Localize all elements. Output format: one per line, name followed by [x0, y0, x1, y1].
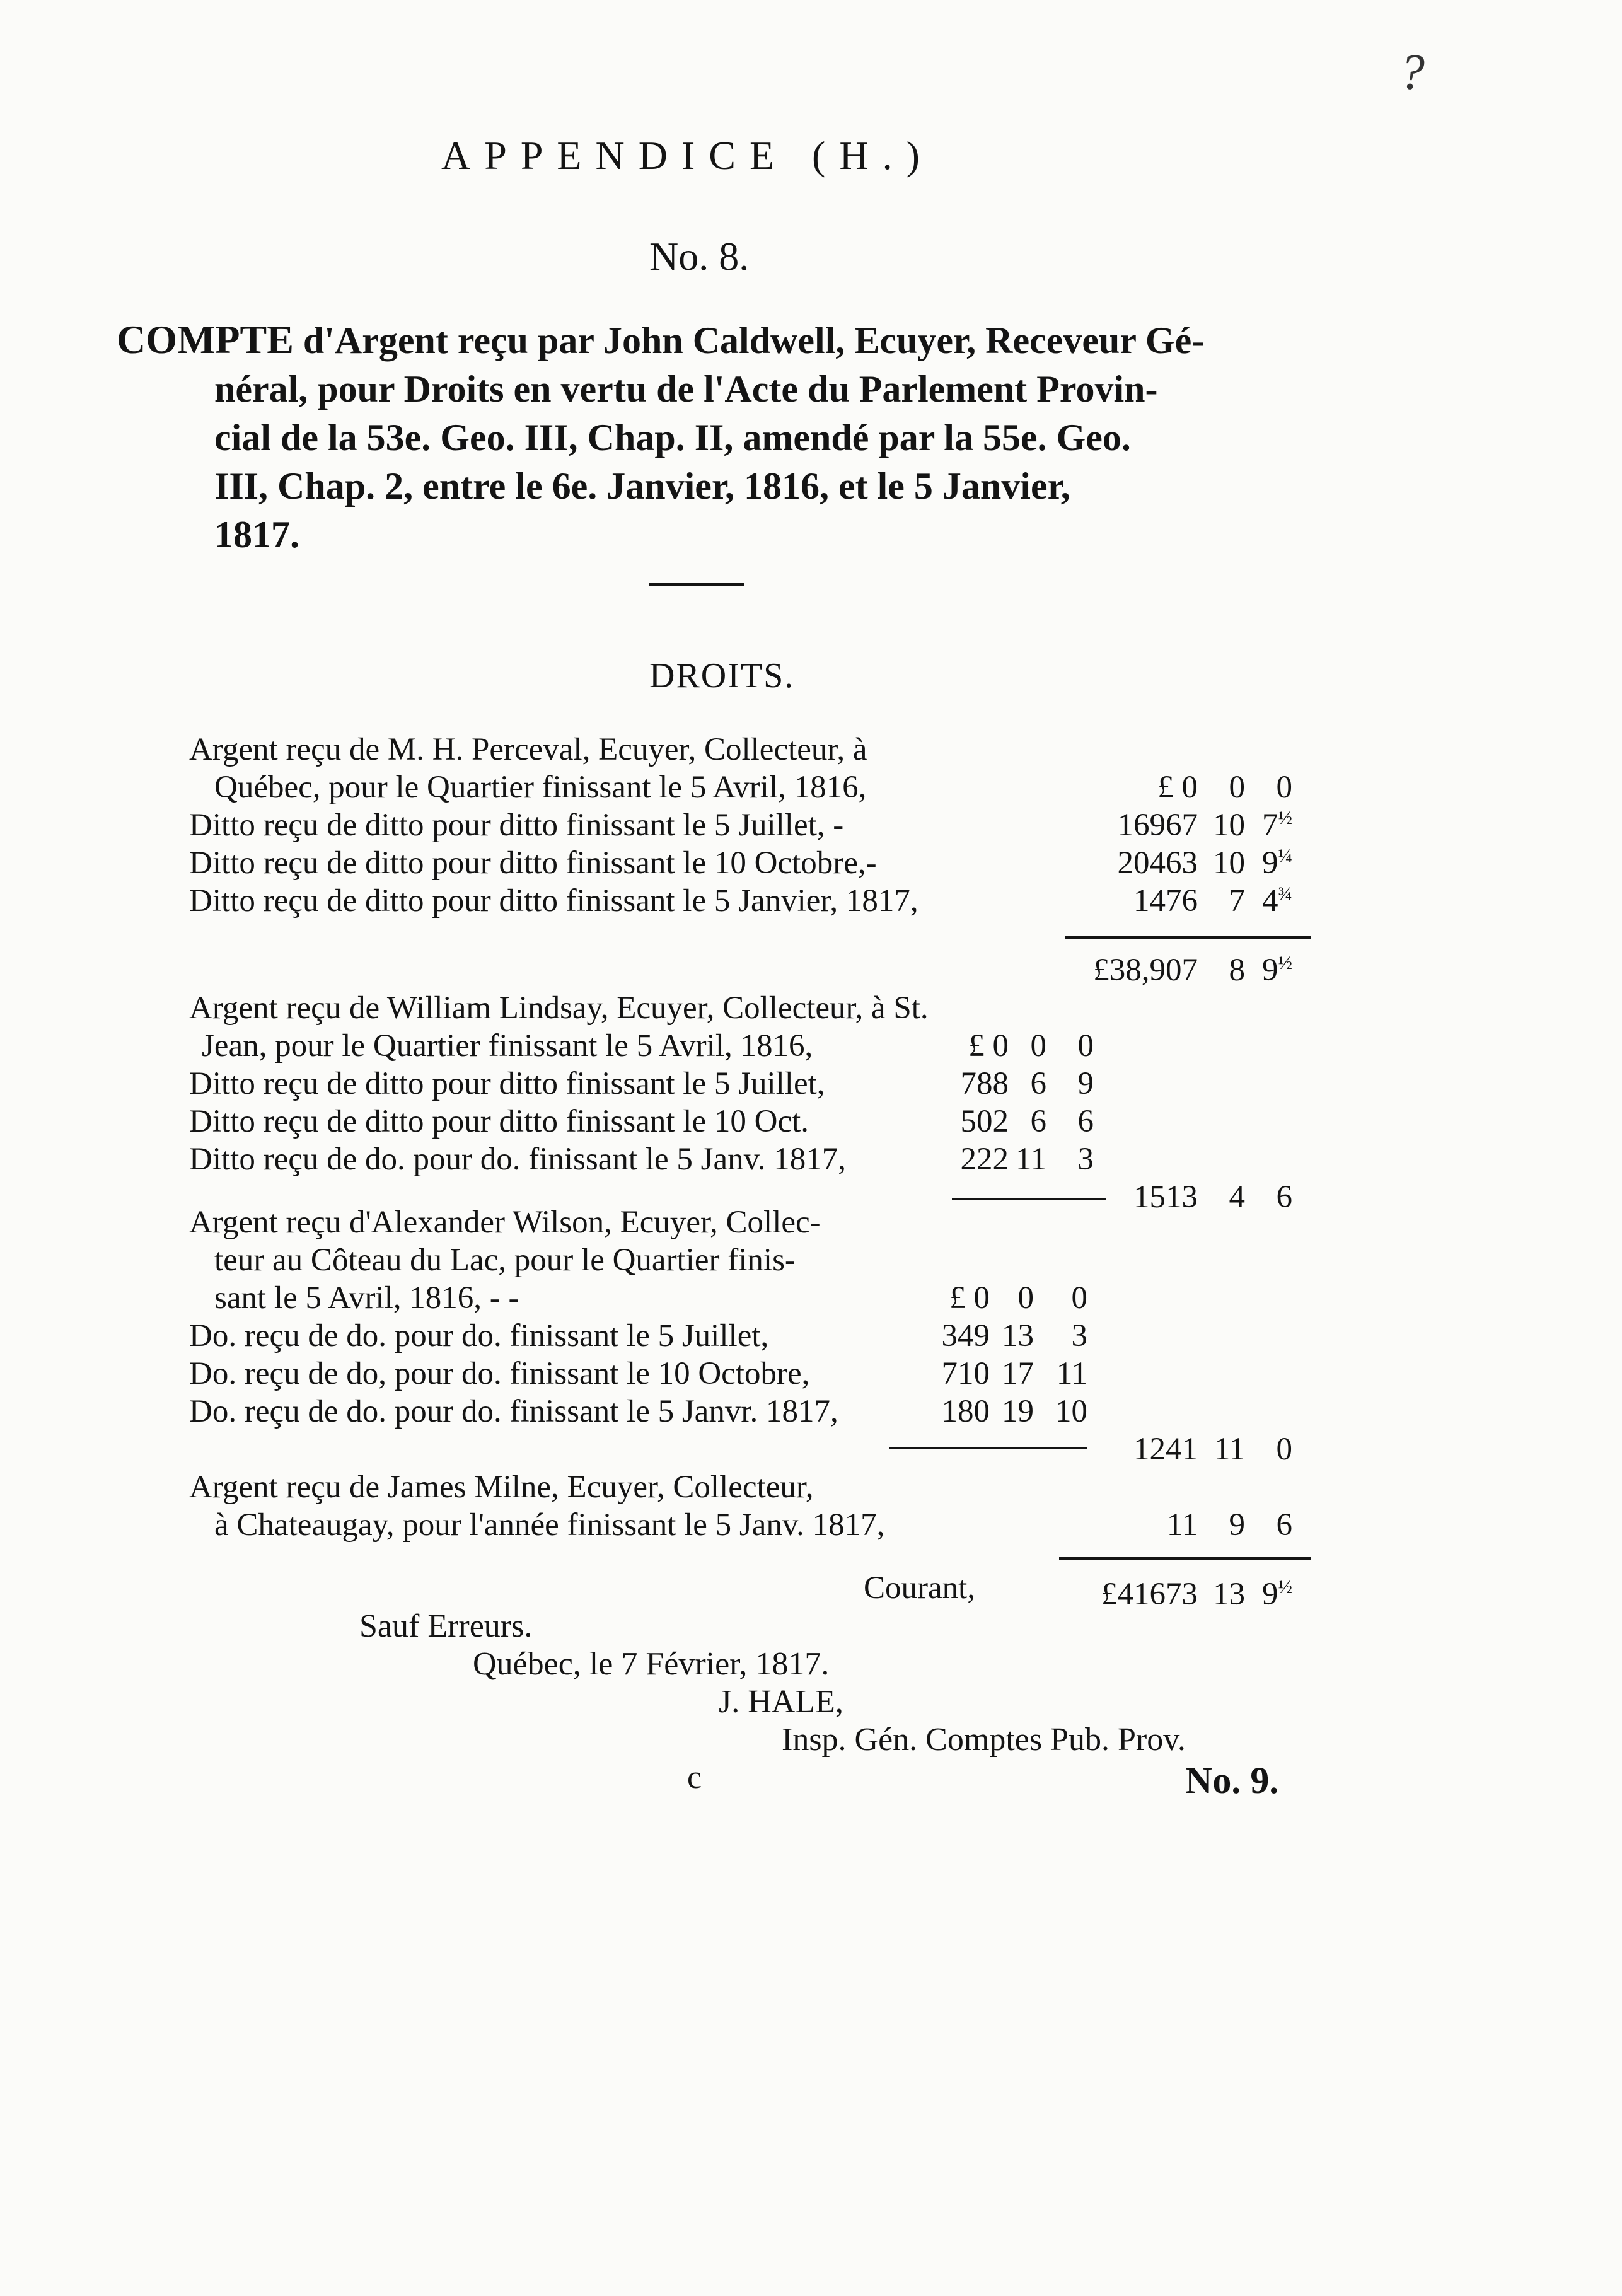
wilson-row-3-text: Do. reçu de do, pour do. finissant le 10 Octobre, — [189, 1356, 810, 1391]
intro-line-2: néral, pour Droits en vertu de l'Acte du Parlement Provin- — [214, 368, 1158, 410]
wilson-row-1-pounds: £ 0 — [949, 1280, 990, 1316]
perceval-row-2-pence — [1254, 807, 1292, 844]
wilson-row-1-shillings: 0 — [1017, 1280, 1034, 1316]
wilson-row-1-pence: 0 — [1071, 1280, 1087, 1316]
perceval-row-3-fraction: ¼ — [1278, 845, 1292, 866]
wilson-sum-rule — [889, 1447, 1087, 1449]
perceval-row-2-pounds: 16967 — [1117, 808, 1198, 843]
perceval-row-2-shillings: 10 — [1213, 808, 1245, 843]
wilson-total-pence: 0 — [1276, 1432, 1292, 1467]
section-title: DROITS. — [649, 656, 795, 695]
perceval-total-pence — [1254, 952, 1292, 989]
lindsay-row-2-pounds: 788 — [960, 1066, 1009, 1101]
lindsay-row-2-shillings: 6 — [1030, 1066, 1046, 1101]
intro-line-1: d'Argent reçu par John Caldwell, Ecuyer, Receveur Gé- — [293, 320, 1205, 361]
perceval-row-1-pounds: £ 0 — [1157, 770, 1198, 805]
wilson-row-3-pounds: 710 — [941, 1356, 990, 1391]
lindsay-row-1-shillings: 0 — [1030, 1028, 1046, 1064]
milne-shillings: 9 — [1229, 1507, 1245, 1543]
lindsay-row-3-pounds: 502 — [960, 1104, 1009, 1139]
grand-total-fraction: ½ — [1278, 1577, 1292, 1597]
perceval-row-4-pence-value: 4 — [1262, 883, 1278, 919]
document-number: No. 8. — [649, 234, 750, 279]
milne-row-text: à Chateaugay, pour l'année finissant le 5 Janv. 1817, — [214, 1507, 885, 1543]
wilson-row-2-pence: 3 — [1071, 1318, 1087, 1354]
lindsay-row-3-pence: 6 — [1077, 1104, 1094, 1139]
perceval-row-2-text: Ditto reçu de ditto pour ditto finissant le 5 Juillet, - — [189, 808, 844, 843]
grand-total-rule — [1059, 1557, 1311, 1560]
lindsay-row-4-pounds: 222 — [960, 1142, 1009, 1177]
lindsay-row-4-text: Ditto reçu de do. pour do. finissant le 5 Janv. 1817, — [189, 1142, 847, 1177]
grand-total-label: Courant, — [864, 1570, 976, 1606]
perceval-row-3-pounds: 20463 — [1117, 845, 1198, 881]
wilson-row-4-pence: 10 — [1055, 1394, 1087, 1429]
wilson-heading-2: teur au Côteau du Lac, pour le Quartier finis- — [214, 1243, 796, 1278]
lindsay-row-3-shillings: 6 — [1030, 1104, 1046, 1139]
signature-mark: c — [687, 1760, 702, 1795]
perceval-row-1-pence: 0 — [1276, 770, 1292, 805]
perceval-total-pence-value: 9 — [1262, 953, 1278, 988]
perceval-row-2-fraction: ½ — [1278, 808, 1292, 828]
next-number: No. 9. — [1185, 1760, 1279, 1801]
appendix-title: APPENDICE (H.) — [441, 133, 934, 178]
wilson-row-3-pence: 11 — [1056, 1356, 1087, 1391]
perceval-row-4-text: Ditto reçu de ditto pour ditto finissant le 5 Janvier, 1817, — [189, 883, 918, 919]
lindsay-row-3-text: Ditto reçu de ditto pour ditto finissant le 10 Oct. — [189, 1104, 809, 1139]
lindsay-row-4-shillings: 11 — [1015, 1142, 1046, 1177]
lindsay-row-2-pence: 9 — [1077, 1066, 1094, 1101]
intro-line-4: III, Chap. 2, entre le 6e. Janvier, 1816, et le 5 Janvier, — [214, 465, 1070, 507]
lindsay-row-1-pounds: £ 0 — [968, 1028, 1009, 1064]
lindsay-total-pounds: 1513 — [1133, 1180, 1198, 1215]
perceval-row-4-fraction: ¾ — [1278, 883, 1292, 904]
lindsay-row-1-text: Jean, pour le Quartier finissant le 5 Avril, 1816, — [202, 1028, 813, 1064]
place-date: Québec, le 7 Février, 1817. — [473, 1646, 830, 1682]
milne-pounds: 11 — [1166, 1507, 1198, 1543]
corner-mark: ? — [1399, 45, 1425, 100]
wilson-row-2-shillings: 13 — [1002, 1318, 1034, 1354]
intro-line-3: cial de la 53e. Geo. III, Chap. II, amendé par la 55e. Geo. — [214, 417, 1131, 458]
wilson-row-4-text: Do. reçu de do. pour do. finissant le 5 Janvr. 1817, — [189, 1394, 838, 1429]
intro-lead: COMPTE — [117, 317, 294, 362]
perceval-row-4-pence — [1254, 883, 1292, 919]
milne-pence: 6 — [1276, 1507, 1292, 1543]
perceval-row-1-text: Québec, pour le Quartier finissant le 5 Avril, 1816, — [214, 770, 867, 805]
intro-paragraph — [117, 315, 1321, 559]
perceval-row-1-shillings: 0 — [1229, 770, 1245, 805]
divider-rule — [649, 583, 744, 586]
perceval-row-2-pence-value: 7 — [1262, 808, 1278, 843]
milne-heading: Argent reçu de James Milne, Ecuyer, Collecteur, — [189, 1470, 814, 1505]
grand-total-pence-value: 9 — [1262, 1577, 1278, 1612]
grand-total-shillings: 13 — [1213, 1577, 1245, 1612]
wilson-row-2-text: Do. reçu de do. pour do. finissant le 5 Juillet, — [189, 1318, 769, 1354]
wilson-heading: Argent reçu d'Alexander Wilson, Ecuyer, Collec- — [189, 1205, 821, 1240]
perceval-sum-rule — [1065, 936, 1311, 939]
perceval-row-3-shillings: 10 — [1213, 845, 1245, 881]
wilson-row-4-pounds: 180 — [941, 1394, 990, 1429]
wilson-row-3-shillings: 17 — [1002, 1356, 1034, 1391]
sauf-erreurs: Sauf Erreurs. — [359, 1608, 533, 1644]
grand-total-pounds: £41673 — [1101, 1577, 1198, 1612]
perceval-row-4-shillings: 7 — [1229, 883, 1245, 919]
lindsay-row-2-text: Ditto reçu de ditto pour ditto finissant le 5 Juillet, — [189, 1066, 825, 1101]
wilson-total-pounds: 1241 — [1133, 1432, 1198, 1467]
signer-name: J. HALE, — [719, 1684, 843, 1720]
lindsay-row-1-pence: 0 — [1077, 1028, 1094, 1064]
signer-title: Insp. Gén. Comptes Pub. Prov. — [782, 1722, 1186, 1758]
perceval-row-3-pence — [1254, 845, 1292, 881]
perceval-row-3-pence-value: 9 — [1262, 845, 1278, 881]
grand-total-pence — [1254, 1576, 1292, 1613]
lindsay-row-4-pence: 3 — [1077, 1142, 1094, 1177]
perceval-total-pounds: £38,907 — [1093, 953, 1198, 988]
intro-line-5: 1817. — [214, 514, 299, 555]
wilson-total-shillings: 11 — [1214, 1432, 1245, 1467]
perceval-total-fraction: ½ — [1278, 953, 1292, 973]
lindsay-total-pence: 6 — [1276, 1180, 1292, 1215]
lindsay-heading: Argent reçu de William Lindsay, Ecuyer, Collecteur, à St. — [189, 990, 929, 1026]
wilson-row-2-pounds: 349 — [941, 1318, 990, 1354]
wilson-row-4-shillings: 19 — [1002, 1394, 1034, 1429]
lindsay-total-shillings: 4 — [1229, 1180, 1245, 1215]
wilson-row-1-text: sant le 5 Avril, 1816, - - — [214, 1280, 519, 1316]
perceval-heading: Argent reçu de M. H. Perceval, Ecuyer, Collecteur, à — [189, 732, 867, 767]
perceval-row-3-text: Ditto reçu de ditto pour ditto finissant le 10 Octobre,- — [189, 845, 877, 881]
perceval-total-shillings: 8 — [1229, 953, 1245, 988]
perceval-row-4-pounds: 1476 — [1133, 883, 1198, 919]
